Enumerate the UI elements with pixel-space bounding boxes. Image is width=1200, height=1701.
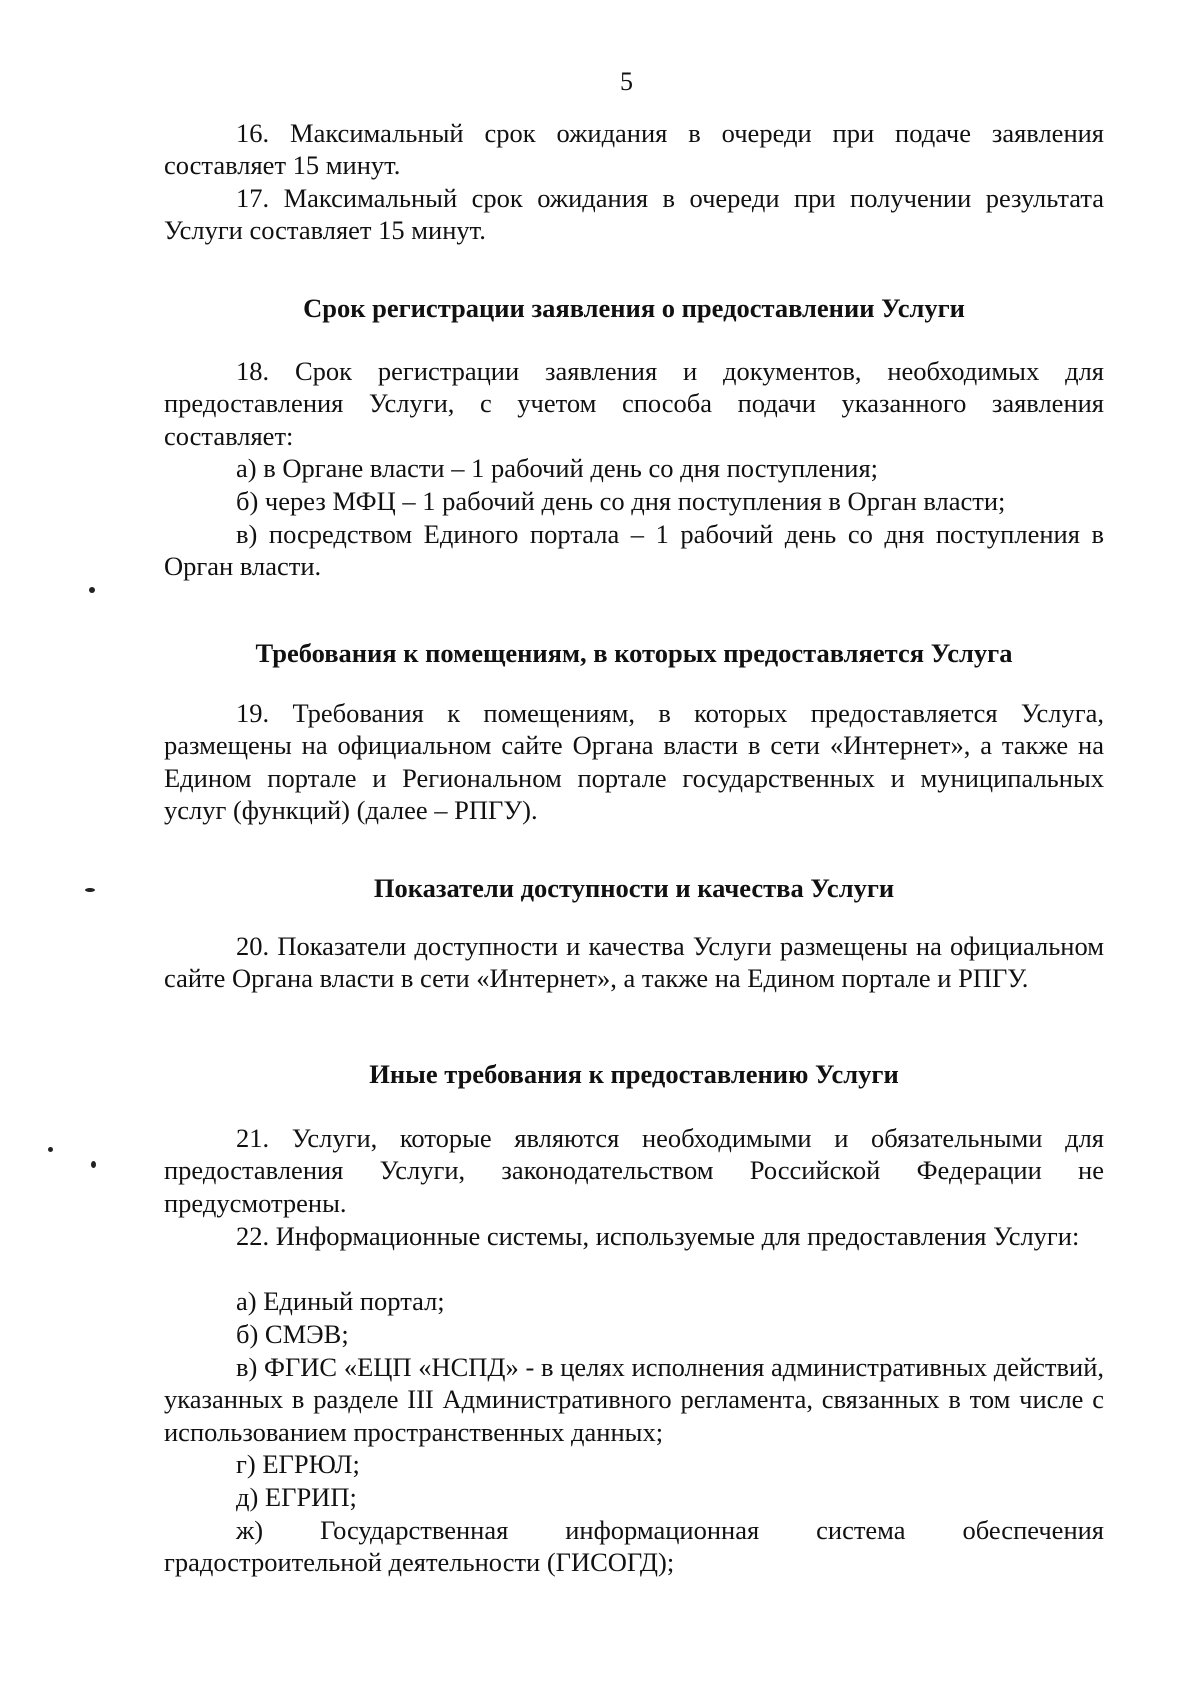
list-item-18a: а) в Органе власти – 1 рабочий день со дня поступления; [236,453,879,483]
paragraph-18: 18. Срок регистрации заявления и документов, необходимых для предоставления Услуги, с учетом способа подачи указанного заявления составляет: [164,356,1104,451]
list-item-22zh: ж) Государственная информационная система обеспечения градостроительной деятельности (ГИСОГД); [164,1515,1104,1578]
paragraph-21: 21. Услуги, которые являются необходимыми и обязательными для предоставления Услуги, законодательством Российской Федерации не предусмотрены. [164,1123,1104,1218]
list-item-22b: б) СМЭВ; [236,1319,349,1349]
paragraph-22: 22. Информационные системы, используемые для предоставления Услуги: [236,1221,1080,1251]
scan-speck [85,888,95,892]
list-item-22d: д) ЕГРИП; [236,1482,357,1512]
section-heading-other-requirements: Иные требования к предоставлению Услуги [369,1059,899,1089]
list-item-18v: в) посредством Единого портала – 1 рабочий день со дня поступления в Орган власти. [164,519,1104,582]
paragraph-16: 16. Максимальный срок ожидания в очереди при подаче заявления составляет 15 минут. [164,118,1104,181]
page-number: 5 [620,67,633,96]
list-item-18b: б) через МФЦ – 1 рабочий день со дня поступления в Орган власти; [236,486,1006,516]
list-item-22g: г) ЕГРЮЛ; [236,1449,360,1479]
list-item-22v: в) ФГИС «ЕЦП «НСПД» - в целях исполнения административных действий, указанных в разделе III Административного регламента, связанных в том числе с использованием пространственных данных; [164,1352,1104,1447]
section-heading-premises: Требования к помещениям, в которых предоставляется Услуга [255,638,1013,668]
section-heading-registration: Срок регистрации заявления о предоставлении Услуги [303,293,965,323]
scan-speck [48,1147,53,1152]
paragraph-17: 17. Максимальный срок ожидания в очереди при получении результата Услуги составляет 15 минут. [164,183,1104,246]
scan-speck [91,1161,96,1168]
section-heading-quality: Показатели доступности и качества Услуги [373,873,895,903]
list-item-22a: а) Единый портал; [236,1286,445,1316]
paragraph-20: 20. Показатели доступности и качества Услуги размещены на официальном сайте Органа власти в сети «Интернет», а также на Едином портале и РПГУ. [164,931,1104,994]
paragraph-19: 19. Требования к помещениям, в которых предоставляется Услуга, размещены на официальном сайте Органа власти в сети «Интернет», а также на Едином портале и Региональном портале государственных и муниципальных услуг (функций) (далее – РПГУ). [164,698,1104,826]
scan-speck [89,587,95,593]
